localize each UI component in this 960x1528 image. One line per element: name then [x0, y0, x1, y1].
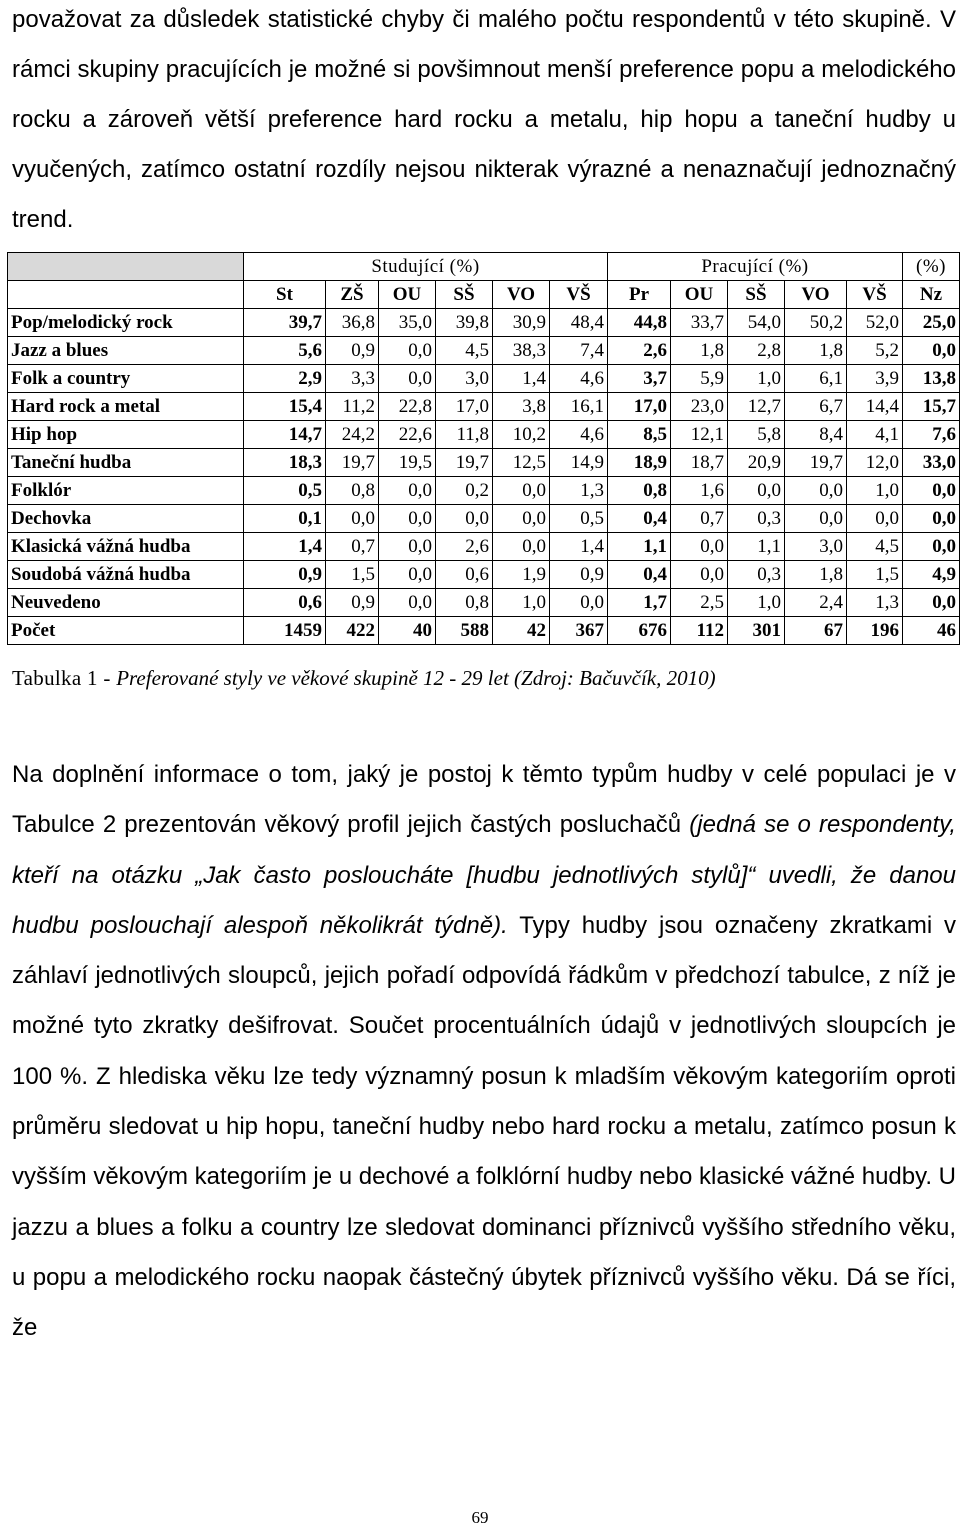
table-cell: 0,0 [785, 505, 847, 533]
table-cell: 18,7 [671, 449, 728, 477]
table-cell: 0,9 [326, 589, 379, 617]
column-header: VO [493, 281, 550, 309]
table-cell: 25,0 [903, 309, 960, 337]
table-cell: 39,8 [436, 309, 493, 337]
total-cell: 67 [785, 617, 847, 645]
intro-paragraph: považovat za důsledek statistické chyby či malého počtu respondentů v této skupině. V rámci skupiny pracujících je možné si povšimnout menší preference popu a melodického rocku a zároveň větší preference hard rocku a metalu, hip hopu a taneční hudby u vyučených, zatímco ostatní rozdíly nejsou nikterak výrazné a nenaznačují jednoznačný trend. [12, 6, 956, 233]
column-header: St [244, 281, 326, 309]
table-cell: 0,0 [436, 505, 493, 533]
table-cell: 33,0 [903, 449, 960, 477]
table-cell: 0,0 [785, 477, 847, 505]
table-cell: 12,5 [493, 449, 550, 477]
table-cell: 20,9 [728, 449, 785, 477]
group-header-working: Pracující (%) [608, 253, 903, 281]
table-cell: 0,8 [608, 477, 671, 505]
table-cell: 14,7 [244, 421, 326, 449]
table-cell: 0,0 [903, 477, 960, 505]
table-caption [12, 666, 716, 691]
table-cell: 4,1 [847, 421, 903, 449]
total-row-label: Počet [8, 617, 244, 645]
table-cell: 22,8 [379, 393, 436, 421]
table-cell: 1,9 [493, 561, 550, 589]
table-cell: 8,5 [608, 421, 671, 449]
table-row [8, 505, 960, 533]
table-cell: 11,2 [326, 393, 379, 421]
body-paragraph-part3: Typy hudby jsou označeny zkratkami v záhlaví jednotlivých sloupců, jejich pořadí odpovídá řádkům v předchozí tabulce, z níž je možné tyto zkratky dešifrovat. Součet procentuálních údajů v jednotlivých sloupcích je 100 %. Z hlediska věku lze tedy významný posun k mladším věkovým kategoriím oproti průměru sledovat u hip hopu, taneční hudby nebo hard rocku a metalu, zatímco posun k vyšším věkovým kategoriím je u dechové a folklórní hudby nebo klasické vážné hudby. U jazzu a blues a folku a country lze sledovat dominanci příznivců vyššího středního věku, u popu a melodického rocku naopak částečný úbytek příznivců vyššího věku. Dá se říci, že [12, 911, 957, 1342]
total-cell: 301 [728, 617, 785, 645]
table-cell: 24,2 [326, 421, 379, 449]
table-cell: 2,5 [671, 589, 728, 617]
row-label: Hard rock a metal [8, 393, 244, 421]
table-cell: 52,0 [847, 309, 903, 337]
row-label: Jazz a blues [8, 337, 244, 365]
table-row [8, 421, 960, 449]
table-cell: 0,8 [436, 589, 493, 617]
table-group-header-row [8, 253, 960, 281]
column-header: VŠ [550, 281, 608, 309]
table-cell: 19,7 [436, 449, 493, 477]
table-cell: 1,1 [608, 533, 671, 561]
table-cell: 0,0 [493, 477, 550, 505]
table-cell: 0,0 [903, 337, 960, 365]
row-label: Klasická vážná hudba [8, 533, 244, 561]
body-paragraph-italic: (jedná se o respondenty, kteří na otázku „Jak často posloucháte [hudbu jednotlivých stylů]“ uvedli, že danou hudbu poslouchají alespoň několikrát týdně). [12, 811, 956, 939]
table-row [8, 337, 960, 365]
table-cell: 1,0 [728, 365, 785, 393]
table-cell: 48,4 [550, 309, 608, 337]
total-cell: 1459 [244, 617, 326, 645]
table-blank-header-cell [8, 281, 244, 309]
total-cell: 588 [436, 617, 493, 645]
table-cell: 38,3 [493, 337, 550, 365]
table-corner-cell [8, 253, 244, 281]
table-cell: 36,8 [326, 309, 379, 337]
row-label: Dechovka [8, 505, 244, 533]
table-cell: 1,8 [785, 561, 847, 589]
table-cell: 2,9 [244, 365, 326, 393]
table-cell: 12,0 [847, 449, 903, 477]
table-cell: 0,6 [436, 561, 493, 589]
table-cell: 0,0 [379, 337, 436, 365]
table-cell: 0,8 [326, 477, 379, 505]
table-cell: 1,0 [847, 477, 903, 505]
table-cell: 0,0 [671, 533, 728, 561]
table-cell: 39,7 [244, 309, 326, 337]
table-cell: 0,9 [244, 561, 326, 589]
caption-text: Preferované styly ve věkové skupině 12 - 29 let (Zdroj: Bačuvčík, 2010) [116, 666, 716, 690]
table-cell: 3,0 [785, 533, 847, 561]
table-cell: 1,1 [728, 533, 785, 561]
body-paragraph [12, 750, 956, 1354]
table-cell: 0,0 [326, 505, 379, 533]
table-cell: 0,9 [326, 337, 379, 365]
table-cell: 30,9 [493, 309, 550, 337]
table-cell: 3,8 [493, 393, 550, 421]
table-cell: 0,5 [244, 477, 326, 505]
table-cell: 0,7 [671, 505, 728, 533]
table-cell: 0,0 [728, 477, 785, 505]
table-cell: 4,5 [847, 533, 903, 561]
table-cell: 16,1 [550, 393, 608, 421]
table-cell: 0,1 [244, 505, 326, 533]
row-label: Folklór [8, 477, 244, 505]
table-cell: 0,0 [847, 505, 903, 533]
table-cell: 1,7 [608, 589, 671, 617]
table-cell: 0,0 [379, 505, 436, 533]
table-cell: 0,0 [903, 533, 960, 561]
table-cell: 10,2 [493, 421, 550, 449]
table-row [8, 561, 960, 589]
table-row [8, 477, 960, 505]
table-cell: 0,0 [903, 589, 960, 617]
table-cell: 0,0 [550, 589, 608, 617]
body-paragraph-part1: Na doplnění informace o tom, jaký je postoj k těmto typům hudby v celé populaci je v Tabulce 2 prezentován věkový profil jejich častých posluchačů [12, 761, 956, 839]
row-label: Hip hop [8, 421, 244, 449]
table-cell: 11,8 [436, 421, 493, 449]
total-cell: 676 [608, 617, 671, 645]
table-cell: 3,7 [608, 365, 671, 393]
table-cell: 1,3 [847, 589, 903, 617]
column-header: Nz [903, 281, 960, 309]
total-cell: 42 [493, 617, 550, 645]
row-label: Soudobá vážná hudba [8, 561, 244, 589]
table-cell: 1,8 [785, 337, 847, 365]
column-header: OU [671, 281, 728, 309]
total-cell: 422 [326, 617, 379, 645]
table-cell: 19,7 [785, 449, 847, 477]
table-cell: 1,4 [550, 533, 608, 561]
table-total-row [8, 617, 960, 645]
page-number: 69 [471, 1508, 489, 1527]
table-cell: 15,4 [244, 393, 326, 421]
table-cell: 44,8 [608, 309, 671, 337]
table-cell: 2,4 [785, 589, 847, 617]
table-cell: 8,4 [785, 421, 847, 449]
table-cell: 0,0 [671, 561, 728, 589]
table-cell: 0,4 [608, 561, 671, 589]
table-row [8, 393, 960, 421]
table-cell: 1,0 [728, 589, 785, 617]
table-cell: 2,8 [728, 337, 785, 365]
table-cell: 0,3 [728, 505, 785, 533]
column-header: SŠ [436, 281, 493, 309]
table-cell: 3,3 [326, 365, 379, 393]
table-cell: 12,1 [671, 421, 728, 449]
table-cell: 0,0 [379, 365, 436, 393]
caption-label: Tabulka 1 - [12, 666, 117, 690]
table-cell: 0,0 [903, 505, 960, 533]
column-header: ZŠ [326, 281, 379, 309]
table-cell: 0,0 [379, 589, 436, 617]
table-cell: 1,5 [326, 561, 379, 589]
column-header: VŠ [847, 281, 903, 309]
table-cell: 4,9 [903, 561, 960, 589]
table-cell: 17,0 [608, 393, 671, 421]
table-cell: 23,0 [671, 393, 728, 421]
table-cell: 33,7 [671, 309, 728, 337]
table-row [8, 365, 960, 393]
table-cell: 0,6 [244, 589, 326, 617]
column-header: VO [785, 281, 847, 309]
table-cell: 0,2 [436, 477, 493, 505]
table-cell: 3,0 [436, 365, 493, 393]
table-cell: 0,3 [728, 561, 785, 589]
table-cell: 0,0 [379, 477, 436, 505]
table-cell: 0,0 [379, 533, 436, 561]
column-header: Pr [608, 281, 671, 309]
table-cell: 50,2 [785, 309, 847, 337]
table-cell: 5,9 [671, 365, 728, 393]
table-cell: 4,6 [550, 365, 608, 393]
table-cell: 14,9 [550, 449, 608, 477]
table-cell: 1,3 [550, 477, 608, 505]
row-label: Pop/melodický rock [8, 309, 244, 337]
table-cell: 18,3 [244, 449, 326, 477]
total-cell: 367 [550, 617, 608, 645]
table-cell: 1,6 [671, 477, 728, 505]
table-cell: 0,0 [493, 533, 550, 561]
music-preferences-table [7, 252, 960, 645]
table-cell: 54,0 [728, 309, 785, 337]
table-cell: 7,4 [550, 337, 608, 365]
table-cell: 1,4 [493, 365, 550, 393]
table-cell: 4,6 [550, 421, 608, 449]
table-cell: 19,5 [379, 449, 436, 477]
table-cell: 0,0 [379, 561, 436, 589]
table-row [8, 309, 960, 337]
table-cell: 0,7 [326, 533, 379, 561]
table-cell: 17,0 [436, 393, 493, 421]
table-cell: 6,1 [785, 365, 847, 393]
total-cell: 112 [671, 617, 728, 645]
table-cell: 1,8 [671, 337, 728, 365]
row-label: Neuvedeno [8, 589, 244, 617]
row-label: Folk a country [8, 365, 244, 393]
table-cell: 35,0 [379, 309, 436, 337]
table-cell: 0,5 [550, 505, 608, 533]
table-cell: 7,6 [903, 421, 960, 449]
table-cell: 13,8 [903, 365, 960, 393]
table-cell: 19,7 [326, 449, 379, 477]
table-cell: 6,7 [785, 393, 847, 421]
table-cell: 5,2 [847, 337, 903, 365]
row-label: Taneční hudba [8, 449, 244, 477]
table-cell: 1,4 [244, 533, 326, 561]
table-row [8, 533, 960, 561]
table-cell: 0,9 [550, 561, 608, 589]
total-cell: 196 [847, 617, 903, 645]
column-header: SŠ [728, 281, 785, 309]
table-cell: 22,6 [379, 421, 436, 449]
table-cell: 14,4 [847, 393, 903, 421]
total-cell: 40 [379, 617, 436, 645]
table-cell: 5,8 [728, 421, 785, 449]
table-row [8, 449, 960, 477]
group-header-studying: Studující (%) [244, 253, 608, 281]
table-cell: 2,6 [608, 337, 671, 365]
table-cell: 1,0 [493, 589, 550, 617]
table-cell: 12,7 [728, 393, 785, 421]
table-cell: 2,6 [436, 533, 493, 561]
total-cell: 46 [903, 617, 960, 645]
group-header-unemployed: (%) [903, 253, 960, 281]
table-cell: 0,0 [493, 505, 550, 533]
table-cell: 5,6 [244, 337, 326, 365]
table-cell: 0,4 [608, 505, 671, 533]
table-row [8, 589, 960, 617]
table-cell: 18,9 [608, 449, 671, 477]
table-cell: 1,5 [847, 561, 903, 589]
table-column-header-row [8, 281, 960, 309]
table-cell: 3,9 [847, 365, 903, 393]
column-header: OU [379, 281, 436, 309]
table-cell: 15,7 [903, 393, 960, 421]
table-cell: 4,5 [436, 337, 493, 365]
